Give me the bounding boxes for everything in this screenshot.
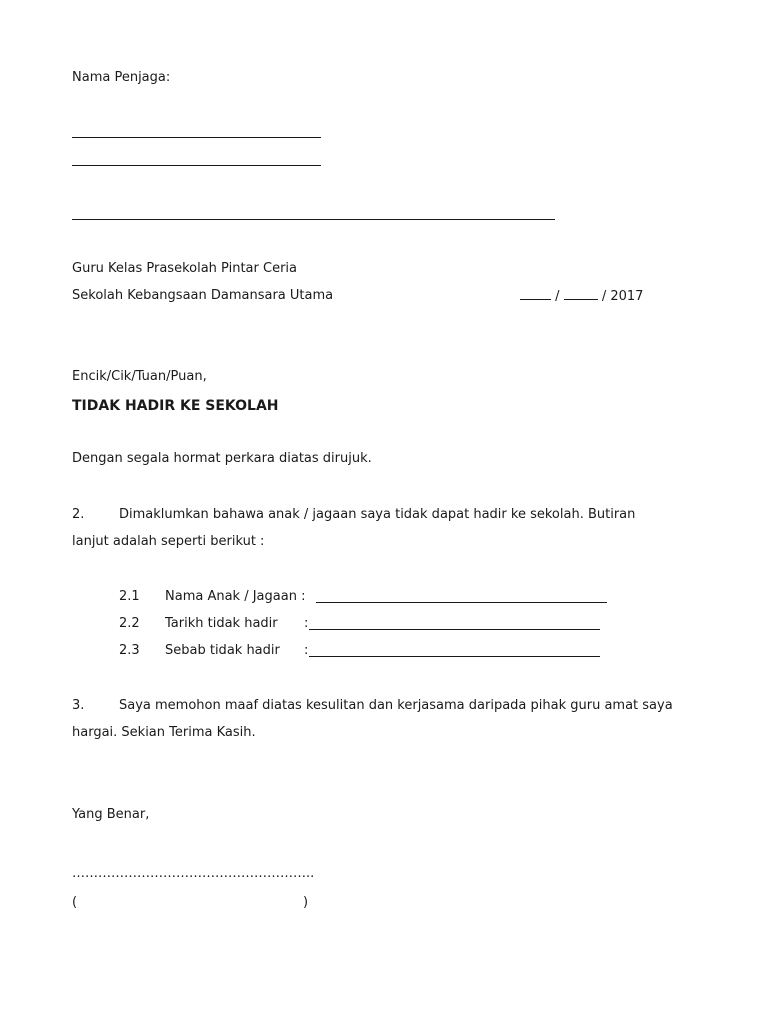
item-label-absence-date: Tarikh tidak hadir xyxy=(165,616,278,631)
item-colon: : xyxy=(304,616,309,631)
recipient-line-2: Sekolah Kebangsaan Damansara Utama xyxy=(72,288,334,303)
date-month-blank[interactable] xyxy=(564,288,598,300)
item-number: 2.3 xyxy=(119,643,140,658)
signature-dots[interactable]: ……………………………………………….. xyxy=(72,866,315,881)
para2-number: 2. xyxy=(72,507,85,522)
para3-line-1: Saya memohon maaf diatas kesulitan dan kerjasama daripada pihak guru amat saya xyxy=(119,698,673,713)
item-number: 2.1 xyxy=(119,589,140,604)
para3-line-2: hargai. Sekian Terima Kasih. xyxy=(72,725,256,740)
absence-date-line[interactable] xyxy=(309,629,600,630)
para2-line-2: lanjut adalah seperti berikut : xyxy=(72,534,265,549)
date-separator-2: / xyxy=(601,289,607,304)
guardian-label: Nama Penjaga: xyxy=(72,70,171,85)
salutation: Encik/Cik/Tuan/Puan, xyxy=(72,369,207,384)
item-label-child-name: Nama Anak / Jagaan : xyxy=(165,589,306,604)
guardian-address-line[interactable] xyxy=(72,219,555,220)
guardian-name-line-1[interactable] xyxy=(72,137,321,138)
letter-title: TIDAK HADIR KE SEKOLAH xyxy=(72,398,279,414)
date-year: 2017 xyxy=(610,289,644,304)
item-label-absence-reason: Sebab tidak hadir xyxy=(165,643,280,658)
absence-reason-line[interactable] xyxy=(309,656,600,657)
close-paren: ) xyxy=(303,895,309,910)
closing-yang-benar: Yang Benar, xyxy=(72,807,150,822)
intro-text: Dengan segala hormat perkara diatas dirujuk. xyxy=(72,451,372,466)
date-day-blank[interactable] xyxy=(520,288,551,300)
date-separator-1: / xyxy=(555,289,560,304)
para2-line-1: Dimaklumkan bahawa anak / jagaan saya tidak dapat hadir ke sekolah. Butiran xyxy=(119,507,636,522)
date-field xyxy=(520,288,643,305)
item-number: 2.2 xyxy=(119,616,140,631)
recipient-line-1: Guru Kelas Prasekolah Pintar Ceria xyxy=(72,261,297,276)
item-colon: : xyxy=(304,643,309,658)
child-name-line[interactable] xyxy=(316,602,607,603)
guardian-name-line-2[interactable] xyxy=(72,165,321,166)
open-paren: ( xyxy=(72,895,78,910)
para3-number: 3. xyxy=(72,698,85,713)
